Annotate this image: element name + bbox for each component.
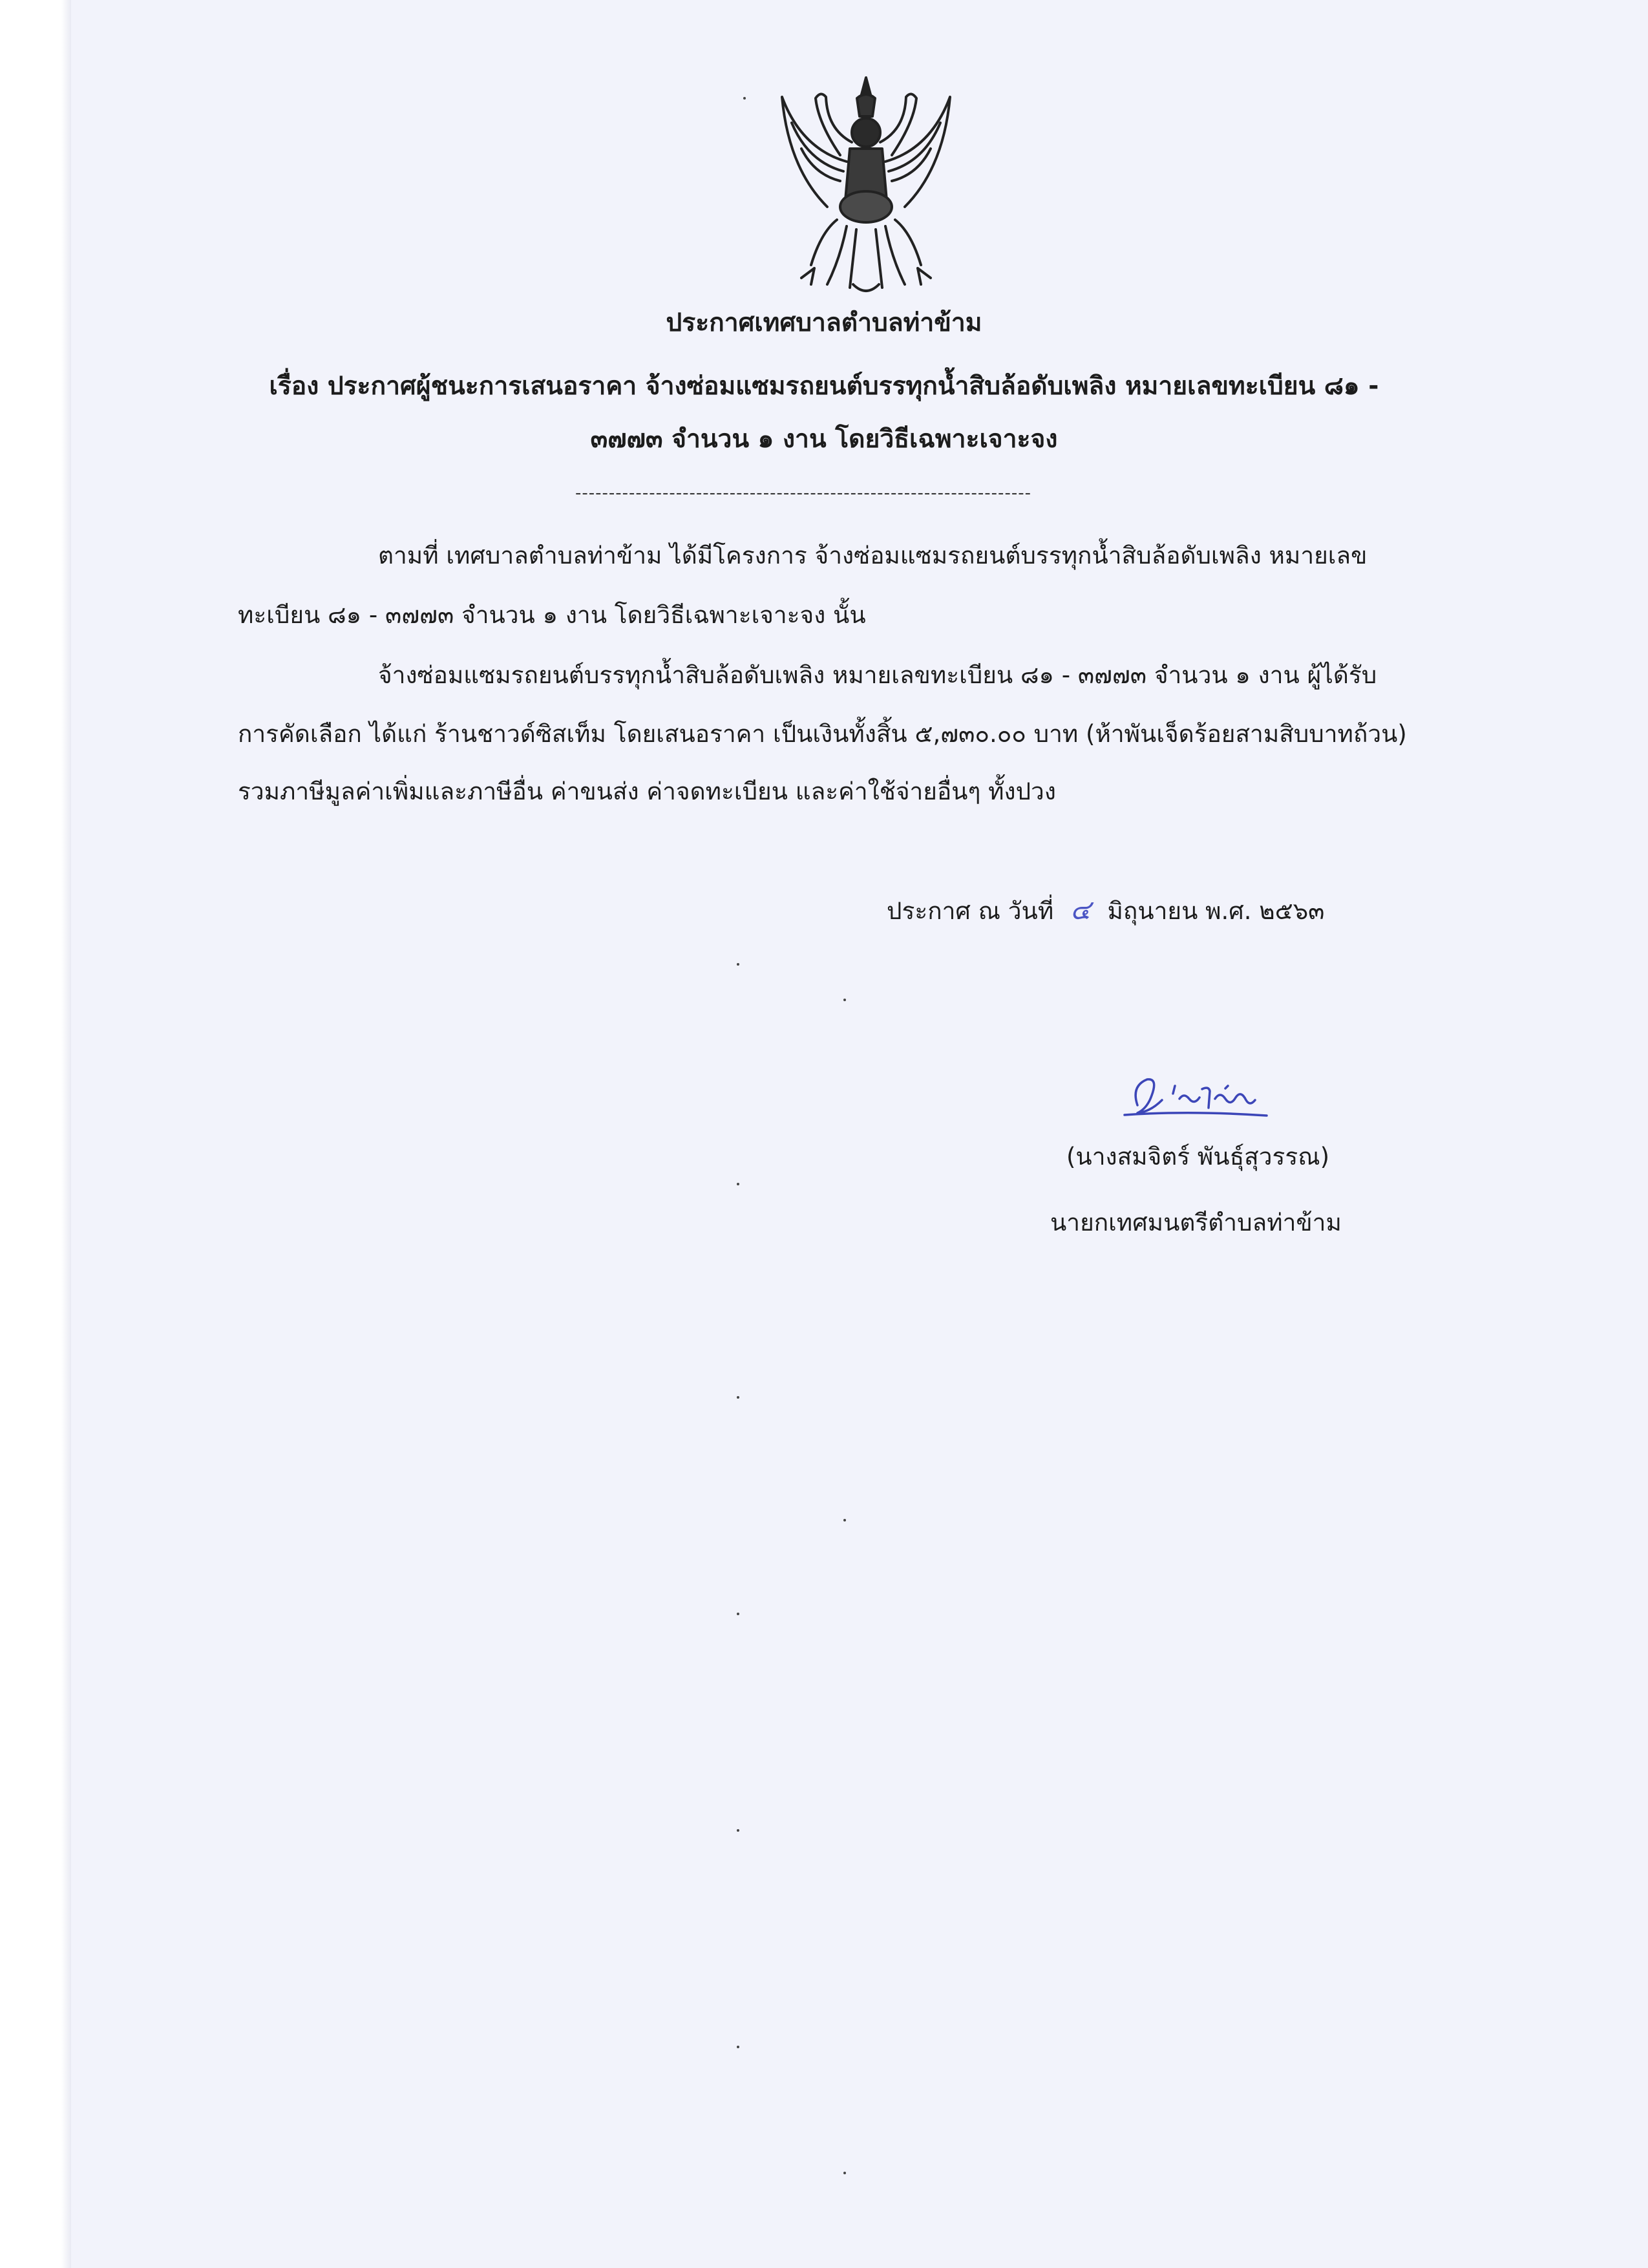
scan-speck (843, 1519, 846, 1521)
paragraph-2-line-1: จ้างซ่อมแซมรถยนต์บรรทุกน้ำสิบล้อดับเพลิง หมายเลขทะเบียน ๘๑ - ๓๗๗๓ จำนวน ๑ งาน ผู้ได้รับ (378, 661, 1377, 689)
scan-speck (737, 1396, 739, 1399)
scan-speck (737, 963, 739, 966)
scan-speck (737, 2046, 739, 2048)
announcement-date (887, 891, 1324, 931)
date-month-year: มิถุนายน พ.ศ. ๒๕๖๓ (1107, 897, 1325, 925)
scan-speck (737, 1829, 739, 1832)
garuda-emblem-icon (776, 71, 956, 304)
scan-speck (743, 97, 746, 100)
scan-speck (843, 999, 846, 1001)
paragraph-2-line-2: การคัดเลือก ได้แก่ ร้านชาวด์ซิสเท็ม โดยเสนอราคา เป็นเงินทั้งสิ้น ๕,๗๓๐.๐๐ บาท (ห้าพันเจ็ดร้อยสามสิบบาทถ้วน) (238, 720, 1407, 748)
scan-speck (843, 2172, 846, 2174)
handwritten-signature (1112, 1060, 1305, 1138)
subject-line-2: ๓๗๗๓ จำนวน ๑ งาน โดยวิธีเฉพาะเจาะจง (590, 425, 1058, 454)
separator-line: -------------------------------------------------------------------- (575, 483, 1031, 503)
scan-speck (737, 1613, 739, 1615)
paragraph-1-line-1: ตามที่ เทศบาลตำบลท่าข้าม ได้มีโครงการ จ้างซ่อมแซมรถยนต์บรรทุกน้ำสิบล้อดับเพลิง หมายเลข (378, 542, 1368, 569)
date-day: ๔ (1070, 894, 1091, 926)
paragraph-2-line-3: รวมภาษีมูลค่าเพิ่มและภาษีอื่น ค่าขนส่ง ค่าจดทะเบียน และค่าใช้จ่ายอื่นๆ ทั้งปวง (238, 778, 1056, 805)
paragraph-1-line-2: ทะเบียน ๘๑ - ๓๗๗๓ จำนวน ๑ งาน โดยวิธีเฉพาะเจาะจง นั้น (238, 601, 866, 629)
announcement-title: ประกาศเทศบาลตำบลท่าข้าม (666, 308, 982, 337)
date-prefix: ประกาศ ณ วันที่ (887, 897, 1054, 925)
signer-position: นายกเทศมนตรีตำบลท่าข้าม (1050, 1209, 1342, 1236)
signer-name: (นางสมจิตร์ พันธุ์สุวรรณ) (1066, 1143, 1330, 1171)
scan-speck (737, 1183, 739, 1185)
subject-line-1: เรื่อง ประกาศผู้ชนะการเสนอราคา จ้างซ่อมแซมรถยนต์บรรทุกน้ำสิบล้อดับเพลิง หมายเลขทะเบียน ๘๑ - (269, 372, 1379, 401)
